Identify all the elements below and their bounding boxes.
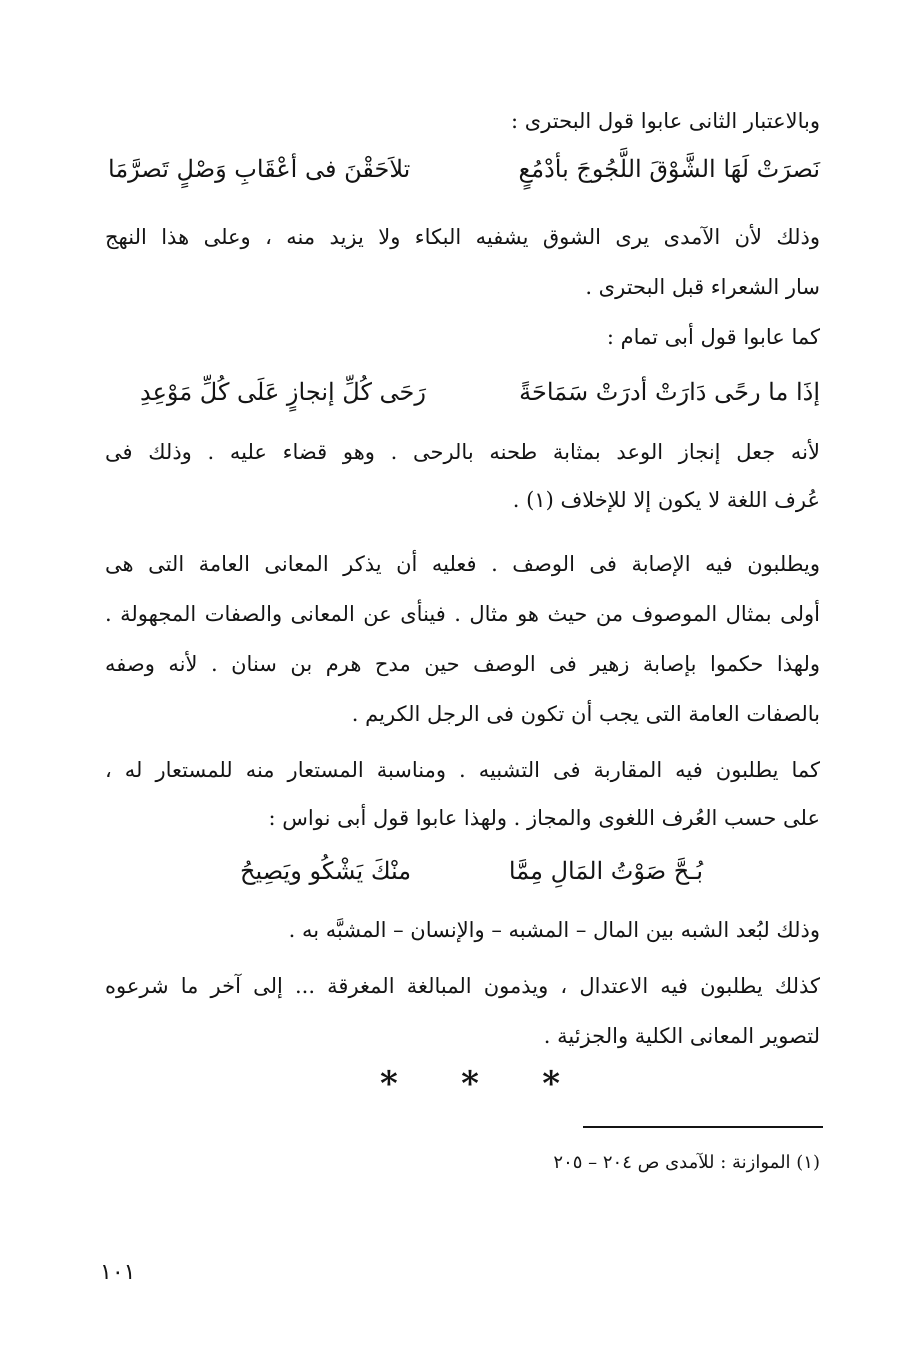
paragraph-line: كما عابوا قول أبى تمام : — [606, 325, 820, 349]
paragraph-line: عُرف اللغة لا يكون إلا للإخلاف (١) . — [512, 488, 820, 512]
separator-star: * — [542, 1064, 560, 1104]
paragraph-line: بالصفات العامة التى يجب أن تكون فى الرجل الكريم . — [351, 702, 820, 726]
section-separator — [380, 1064, 560, 1104]
paragraph-line: ولهذا حكموا بإصابة زهير فى الوصف حين مدح هرم بن سنان . لأنه وصفه — [105, 652, 820, 676]
paragraph-line: كذلك يطلبون فيه الاعتدال ، ويذمون المبالغة المغرقة ... إلى آخر ما شرعوه — [105, 974, 820, 998]
paragraph-line: وذلك لبُعد الشبه بين المال – المشبه – والإنسان – المشبَّه به . — [288, 918, 820, 942]
paragraph-line: كما يطلبون فيه المقاربة فى التشبيه . ومناسبة المستعار منه للمستعار له ، — [105, 758, 820, 782]
page-number: ١٠١ — [100, 1260, 136, 1285]
footnote-divider — [583, 1126, 823, 1128]
paragraph-line: سار الشعراء قبل البحترى . — [585, 275, 820, 299]
verse-first-hemistich: بُـحَّ صَوْتُ المَالِ مِمَّا — [508, 857, 703, 885]
verse-first-hemistich: نَصرَتْ لَهَا الشَّوْقَ اللَّجُوجَ بأدْمُعٍ — [518, 155, 820, 183]
verse-second-hemistich: منْكَ يَشْكُو ويَصِيحُ — [240, 857, 412, 885]
footnote: (١) الموازنة : للآمدى ص ٢٠٤ – ٢٠٥ — [553, 1152, 820, 1173]
paragraph-line: وذلك لأن الآمدى يرى الشوق يشفيه البكاء ولا يزيد منه ، وعلى هذا النهج — [105, 225, 820, 249]
paragraph-line: وبالاعتبار الثانى عابوا قول البحترى : — [511, 109, 820, 133]
paragraph-line: لأنه جعل إنجاز الوعد بمثابة طحنه بالرحى . وهو قضاء عليه . وذلك فى — [105, 440, 820, 464]
paragraph-line: ويطلبون فيه الإصابة فى الوصف . فعليه أن يذكر المعانى العامة التى هى — [105, 552, 820, 576]
verse-first-hemistich: إذَا ما رحًى دَارَتْ أدرَتْ سَمَاحَةً — [519, 378, 820, 406]
paragraph-line: على حسب العُرف اللغوى والمجاز . ولهذا عابوا قول أبى نواس : — [268, 806, 820, 830]
separator-star: * — [380, 1064, 398, 1104]
verse-second-hemistich: تلاَحَقْنَ فى أعْقَابِ وَصْلٍ تَصرَّمَا — [108, 155, 411, 183]
paragraph-line: أولى بمثال الموصوف من حيث هو مثال . فينأى عن المعانى والصفات المجهولة . — [105, 602, 820, 626]
verse-second-hemistich: رَحَى كُلِّ إنجازٍ عَلَى كُلِّ مَوْعِدِ — [140, 378, 426, 406]
paragraph-line: لتصوير المعانى الكلية والجزئية . — [543, 1024, 820, 1048]
separator-star: * — [461, 1064, 479, 1104]
